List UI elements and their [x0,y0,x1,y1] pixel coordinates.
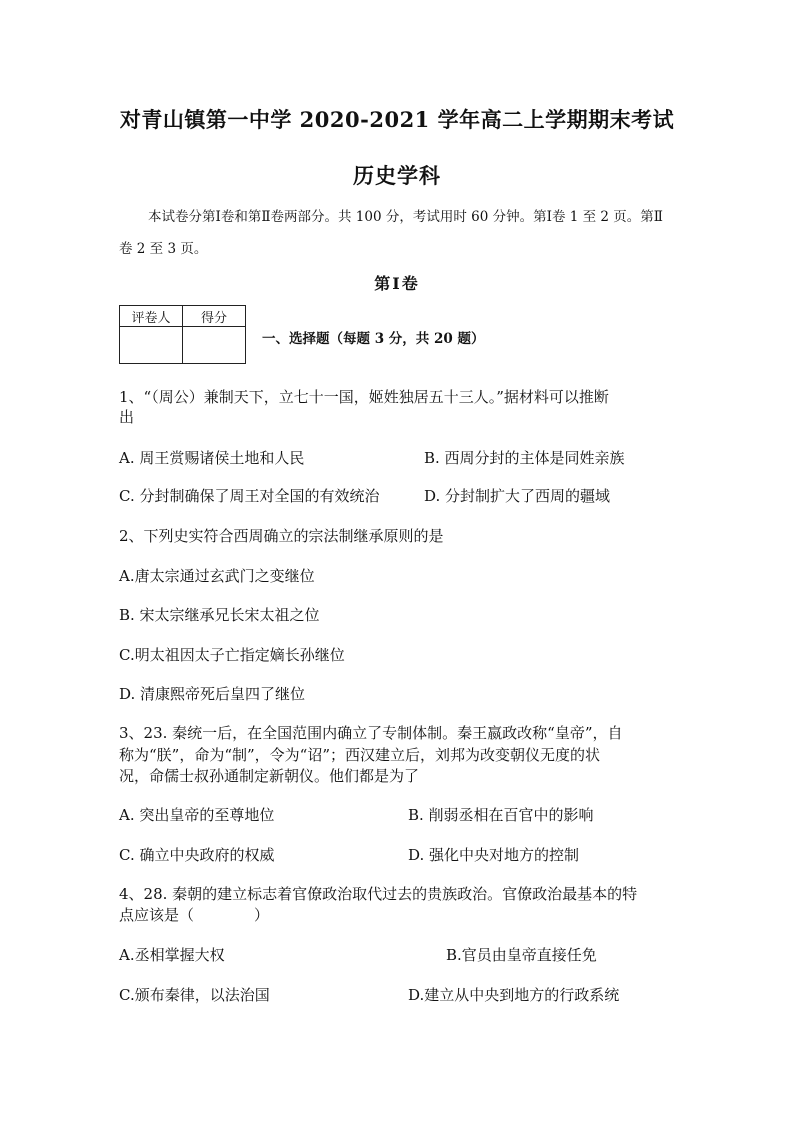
question-4-option-a[interactable]: A.丞相掌握大权 [119,946,225,964]
volume-heading: 第Ⅰ卷 [374,274,420,293]
intro-line-1: 本试卷分第Ⅰ卷和第Ⅱ卷两部分。共 100 分，考试用时 60 分钟。第Ⅰ卷 1 至 2 页。第Ⅱ [148,209,663,225]
question-1-option-b[interactable]: B. 西周分封的主体是同姓亲族 [424,449,625,467]
score-box-reviewer-cell[interactable] [120,327,183,364]
question-2-option-a[interactable]: A.唐太宗通过玄武门之变继位 [119,567,315,585]
question-3-stem-line-1: 3、23. 秦统一后，在全国范围内确立了专制体制。秦王嬴政改称“皇帝”，自 [119,724,623,742]
question-3-stem-line-3: 况，命儒士叔孙通制定新朝仪。他们都是为了 [119,767,420,785]
question-1-option-c[interactable]: C. 分封制确保了周王对全国的有效统治 [119,487,380,505]
question-1-option-d[interactable]: D. 分封制扩大了西周的疆域 [424,487,611,505]
question-2-option-d[interactable]: D. 清康熙帝死后皇四了继位 [119,685,306,703]
question-2-option-c[interactable]: C.明太祖因太子亡指定嫡长孙继位 [119,646,345,664]
score-box-score-label: 得分 [183,306,246,327]
question-3-option-b[interactable]: B. 削弱丞相在百官中的影响 [408,806,594,824]
score-box-score-cell[interactable] [183,327,246,364]
question-2-stem-line-1: 2、下列史实符合西周确立的宗法制继承原则的是 [119,527,444,545]
question-4-stem-line-2: 点应该是（ ） [119,906,270,924]
question-3-option-a[interactable]: A. 突出皇帝的至尊地位 [119,806,275,824]
score-box [119,305,246,364]
question-4-option-d[interactable]: D.建立从中央到地方的行政系统 [408,986,620,1004]
question-3-option-c[interactable]: C. 确立中央政府的权威 [119,846,275,864]
score-box-reviewer-label: 评卷人 [120,306,183,327]
question-2-option-b[interactable]: B. 宋太宗继承兄长宋太祖之位 [119,606,320,624]
exam-title: 对青山镇第一中学 2020-2021 学年高二上学期期末考试 [119,107,675,132]
question-3-option-d[interactable]: D. 强化中央对地方的控制 [408,846,580,864]
question-1-stem-line-2: 出 [119,408,135,426]
question-1-option-a[interactable]: A. 周王赏赐诸侯土地和人民 [119,449,305,467]
question-4-option-b[interactable]: B.官员由皇帝直接任免 [446,946,597,964]
section-heading: 一、选择题（每题 3 分，共 20 题） [262,331,485,347]
intro-line-2: 卷 2 至 3 页。 [119,241,208,257]
subject-title: 历史学科 [353,163,441,188]
question-4-stem-line-1: 4、28. 秦朝的建立标志着官僚政治取代过去的贵族政治。官僚政治最基本的特 [119,885,638,903]
question-4-option-c[interactable]: C.颁布秦律，以法治国 [119,986,270,1004]
question-1-stem-line-1: 1、“（周公）兼制天下，立七十一国，姬姓独居五十三人。”据材料可以推断 [119,388,609,406]
question-3-stem-line-2: 称为“朕”，命为“制”，令为“诏”；西汉建立后，刘邦为改变朝仪无度的状 [119,746,601,764]
